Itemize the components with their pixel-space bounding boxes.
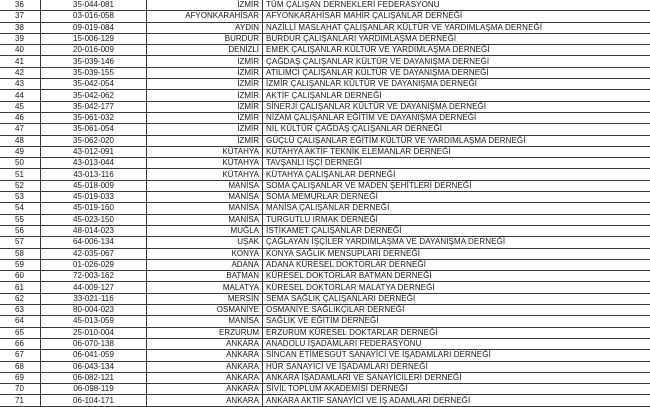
- registration-code-cell: 44-009-127: [41, 282, 147, 293]
- association-name-cell: KÜTAHYA ÇALIŞANLAR DERNEĞİ: [263, 169, 650, 180]
- association-name-cell: ADANA KÜRESEL DOKTORLAR DERNEĞİ: [263, 259, 650, 270]
- table-row: [0, 192, 650, 203]
- table-row: [0, 22, 650, 33]
- row-number-cell: 41: [0, 56, 41, 67]
- province-cell: ANKARA: [147, 350, 263, 361]
- association-name-cell: ATILIMCI ÇALIŞANLAR KÜLTÜR VE DAYANIŞMA DERNEĞİ: [263, 67, 650, 78]
- table-row: [0, 293, 650, 304]
- province-cell: BURDUR: [147, 33, 263, 44]
- registration-code-cell: 33-021-116: [41, 293, 147, 304]
- row-number-cell: 60: [0, 271, 41, 282]
- registration-code-cell: 42-035-067: [41, 248, 147, 259]
- province-cell: KONYA: [147, 248, 263, 259]
- province-cell: MERSİN: [147, 293, 263, 304]
- association-name-cell: EMEK ÇALIŞANLAR KÜLTÜR VE YARDIMLAŞMA DERNEĞİ: [263, 45, 650, 56]
- association-name-cell: MANİSA ÇALIŞANLAR DERNEĞİ: [263, 203, 650, 214]
- row-number-cell: 69: [0, 372, 41, 383]
- row-number-cell: 70: [0, 384, 41, 395]
- table-row: [0, 101, 650, 112]
- table-row: [0, 67, 650, 78]
- row-number-cell: 65: [0, 327, 41, 338]
- row-number-cell: 45: [0, 101, 41, 112]
- province-cell: ANKARA: [147, 338, 263, 349]
- registration-code-cell: 35-044-081: [41, 0, 147, 11]
- registration-code-cell: 35-042-062: [41, 90, 147, 101]
- row-number-cell: 46: [0, 112, 41, 123]
- province-cell: MUĞLA: [147, 225, 263, 236]
- association-name-cell: BURDUR ÇALIŞANLARI YARDIMLAŞMA DERNEĞİ: [263, 33, 650, 44]
- association-name-cell: NAZİLLİ MASLAHAT ÇALIŞANLAR KÜLTÜR VE YARDIMLAŞMA DERNEĞİ: [263, 22, 650, 33]
- row-number-cell: 53: [0, 192, 41, 203]
- table-row: [0, 56, 650, 67]
- province-cell: AYDIN: [147, 22, 263, 33]
- row-number-cell: 68: [0, 361, 41, 372]
- row-number-cell: 52: [0, 180, 41, 191]
- table-row: [0, 11, 650, 22]
- province-cell: OSMANİYE: [147, 305, 263, 316]
- row-number-cell: 51: [0, 169, 41, 180]
- association-name-cell: TAVŞANLI İŞÇİ DERNEĞİ: [263, 158, 650, 169]
- registration-code-cell: 45-013-059: [41, 316, 147, 327]
- table-row: [0, 305, 650, 316]
- association-name-cell: SOMA ÇALIŞANLAR VE MADEN ŞEHİTLERİ DERNEĞİ: [263, 180, 650, 191]
- province-cell: İZMİR: [147, 0, 263, 11]
- table-row: [0, 395, 650, 406]
- registration-code-cell: 35-061-054: [41, 124, 147, 135]
- registration-code-cell: 06-041-059: [41, 350, 147, 361]
- province-cell: İZMİR: [147, 79, 263, 90]
- association-name-cell: SOMA MEMURLAR DERNEĞİ: [263, 192, 650, 203]
- association-name-cell: AKTİF ÇALIŞANLAR DERNEĞİ: [263, 90, 650, 101]
- table-row: [0, 282, 650, 293]
- table-row: [0, 237, 650, 248]
- registration-code-cell: 35-039-146: [41, 56, 147, 67]
- association-name-cell: NİL KÜLTÜR ÇAĞDAŞ ÇALIŞANLAR DERNEĞİ: [263, 124, 650, 135]
- row-number-cell: 67: [0, 350, 41, 361]
- registration-code-cell: 15-006-129: [41, 33, 147, 44]
- registration-code-cell: 45-023-150: [41, 214, 147, 225]
- registration-code-cell: 06-104-171: [41, 395, 147, 406]
- registration-code-cell: 43-013-044: [41, 158, 147, 169]
- association-name-cell: KÜRESEL DOKTORLAR MALATYA DERNEĞİ: [263, 282, 650, 293]
- province-cell: İZMİR: [147, 56, 263, 67]
- province-cell: İZMİR: [147, 112, 263, 123]
- table-row: [0, 79, 650, 90]
- association-name-cell: ÇAĞLAYAN İŞÇİLER YARDIMLAŞMA VE DAYANIŞMA DERNEĞİ: [263, 237, 650, 248]
- table-row: [0, 0, 650, 11]
- association-name-cell: ÇAĞDAŞ ÇALIŞANLAR KÜLTÜR VE DAYANIŞMA DERNEĞİ: [263, 56, 650, 67]
- table-row: [0, 248, 650, 259]
- association-name-cell: ANADOLU İŞADAMLARI FEDERASYONU: [263, 338, 650, 349]
- registration-code-cell: 64-006-134: [41, 237, 147, 248]
- association-name-cell: KÜTAHYA AKTİF TEKNİK ELEMANLAR DERNEĞİ: [263, 146, 650, 157]
- province-cell: ANKARA: [147, 395, 263, 406]
- table-row: [0, 316, 650, 327]
- row-number-cell: 38: [0, 22, 41, 33]
- association-name-cell: ERZURUM KÜRESEL DOKTARLAR DERNEĞİ: [263, 327, 650, 338]
- province-cell: ERZURUM: [147, 327, 263, 338]
- row-number-cell: 49: [0, 146, 41, 157]
- table-row: [0, 271, 650, 282]
- association-name-cell: TURGUTLU IRMAK DERNEĞİ: [263, 214, 650, 225]
- association-name-cell: ANKARA İŞADAMLARI VE SANAYİCİLERİ DERNEĞİ: [263, 372, 650, 383]
- province-cell: İZMİR: [147, 90, 263, 101]
- table-row: [0, 361, 650, 372]
- association-name-cell: KÜRESEL DOKTORLAR BATMAN DERNEĞİ: [263, 271, 650, 282]
- table-row: [0, 90, 650, 101]
- table-row: [0, 225, 650, 236]
- row-number-cell: 58: [0, 248, 41, 259]
- row-number-cell: 64: [0, 316, 41, 327]
- registration-code-cell: 35-062-020: [41, 135, 147, 146]
- row-number-cell: 57: [0, 237, 41, 248]
- registration-code-cell: 45-019-033: [41, 192, 147, 203]
- row-number-cell: 42: [0, 67, 41, 78]
- province-cell: DENİZLİ: [147, 45, 263, 56]
- association-name-cell: SİNCAN ETİMESGUT SANAYİCİ VE İŞADAMLARI DERNEĞİ: [263, 350, 650, 361]
- registration-code-cell: 43-012-091: [41, 146, 147, 157]
- registration-code-cell: 80-004-023: [41, 305, 147, 316]
- row-number-cell: 39: [0, 33, 41, 44]
- table-row: [0, 338, 650, 349]
- association-name-cell: OSMANİYE SAĞLIKÇILAR DERNEĞİ: [263, 305, 650, 316]
- row-number-cell: 43: [0, 79, 41, 90]
- table-row: [0, 169, 650, 180]
- registration-code-cell: 48-014-023: [41, 225, 147, 236]
- province-cell: BATMAN: [147, 271, 263, 282]
- registration-code-cell: 06-043-134: [41, 361, 147, 372]
- table-row: [0, 259, 650, 270]
- province-cell: ANKARA: [147, 384, 263, 395]
- row-number-cell: 61: [0, 282, 41, 293]
- row-number-cell: 63: [0, 305, 41, 316]
- row-number-cell: 40: [0, 45, 41, 56]
- association-name-cell: TÜM ÇALIŞAN DERNEKLERİ FEDERASYONU: [263, 0, 650, 11]
- registration-code-cell: 45-019-160: [41, 203, 147, 214]
- province-cell: MANİSA: [147, 203, 263, 214]
- row-number-cell: 59: [0, 259, 41, 270]
- association-name-cell: SİNERJİ ÇALIŞANLAR KÜLTÜR VE DAYANIŞMA DERNEĞİ: [263, 101, 650, 112]
- province-cell: KÜTAHYA: [147, 146, 263, 157]
- province-cell: MANİSA: [147, 316, 263, 327]
- registration-code-cell: 09-019-084: [41, 22, 147, 33]
- row-number-cell: 56: [0, 225, 41, 236]
- province-cell: ANKARA: [147, 361, 263, 372]
- association-name-cell: ANKARA AKTİF SANAYİCİ VE İŞ ADAMLARI DERNEĞİ: [263, 395, 650, 406]
- registration-code-cell: 06-098-119: [41, 384, 147, 395]
- association-name-cell: SAĞLIK VE EĞİTİM DERNEĞİ: [263, 316, 650, 327]
- table-row: [0, 203, 650, 214]
- registration-code-cell: 06-070-138: [41, 338, 147, 349]
- association-name-cell: HÜR SANAYİCİ VE İŞADAMLARI DERNEĞİ: [263, 361, 650, 372]
- row-number-cell: 36: [0, 0, 41, 11]
- province-cell: KÜTAHYA: [147, 169, 263, 180]
- province-cell: AFYONKARAHİSAR: [147, 11, 263, 22]
- province-cell: İZMİR: [147, 101, 263, 112]
- row-number-cell: 47: [0, 124, 41, 135]
- table-row: [0, 214, 650, 225]
- association-name-cell: İZMİR ÇALIŞANLAR KÜLTÜR VE DAYANIŞMA DERNEĞİ: [263, 79, 650, 90]
- association-name-cell: İSTİKAMET ÇALIŞANLAR DERNEĞİ: [263, 225, 650, 236]
- registration-code-cell: 01-026-029: [41, 259, 147, 270]
- registration-code-cell: 20-016-009: [41, 45, 147, 56]
- table-row: [0, 124, 650, 135]
- table-row: [0, 135, 650, 146]
- row-number-cell: 54: [0, 203, 41, 214]
- row-number-cell: 50: [0, 158, 41, 169]
- province-cell: İZMİR: [147, 67, 263, 78]
- row-number-cell: 62: [0, 293, 41, 304]
- province-cell: İZMİR: [147, 135, 263, 146]
- registration-code-cell: 03-016-058: [41, 11, 147, 22]
- registration-code-cell: 72-003-162: [41, 271, 147, 282]
- province-cell: MALATYA: [147, 282, 263, 293]
- province-cell: ADANA: [147, 259, 263, 270]
- province-cell: İZMİR: [147, 124, 263, 135]
- association-name-cell: SİVİL TOPLUM AKADEMİSİ DERNEĞİ: [263, 384, 650, 395]
- registration-code-cell: 45-018-009: [41, 180, 147, 191]
- table-row: [0, 33, 650, 44]
- province-cell: UŞAK: [147, 237, 263, 248]
- province-cell: MANİSA: [147, 180, 263, 191]
- province-cell: MANİSA: [147, 214, 263, 225]
- registration-code-cell: 35-042-177: [41, 101, 147, 112]
- row-number-cell: 66: [0, 338, 41, 349]
- row-number-cell: 44: [0, 90, 41, 101]
- association-name-cell: GÜÇLÜ ÇALIŞANLAR EĞİTİM KÜLTÜR VE YARDIMLAŞMA DERNEĞİ: [263, 135, 650, 146]
- province-cell: KÜTAHYA: [147, 158, 263, 169]
- table-row: [0, 45, 650, 56]
- table-row: [0, 180, 650, 191]
- row-number-cell: 37: [0, 11, 41, 22]
- registration-code-cell: 35-061-032: [41, 112, 147, 123]
- registration-code-cell: 35-042-054: [41, 79, 147, 90]
- province-cell: MANİSA: [147, 192, 263, 203]
- registration-code-cell: 35-039-155: [41, 67, 147, 78]
- registration-code-cell: 06-082-121: [41, 372, 147, 383]
- province-cell: ANKARA: [147, 372, 263, 383]
- table-row: [0, 158, 650, 169]
- registration-code-cell: 43-013-116: [41, 169, 147, 180]
- table-row: [0, 327, 650, 338]
- table-row: [0, 372, 650, 383]
- table-row: [0, 384, 650, 395]
- registration-code-cell: 25-010-004: [41, 327, 147, 338]
- table-row: [0, 350, 650, 361]
- association-name-cell: KONYA SAĞLIK MENSUPLARI DERNEĞİ: [263, 248, 650, 259]
- association-name-cell: SEMA SAĞLIK ÇALIŞANLARI DERNEĞİ: [263, 293, 650, 304]
- row-number-cell: 71: [0, 395, 41, 406]
- association-name-cell: AFYONKARAHİSAR MAHİR ÇALIŞANLAR DERNEĞİ: [263, 11, 650, 22]
- row-number-cell: 55: [0, 214, 41, 225]
- association-name-cell: NİZAM ÇALIŞANLAR EĞİTİM VE DAYANIŞMA DERNEĞİ: [263, 112, 650, 123]
- row-number-cell: 48: [0, 135, 41, 146]
- table-row: [0, 146, 650, 157]
- table-row: [0, 112, 650, 123]
